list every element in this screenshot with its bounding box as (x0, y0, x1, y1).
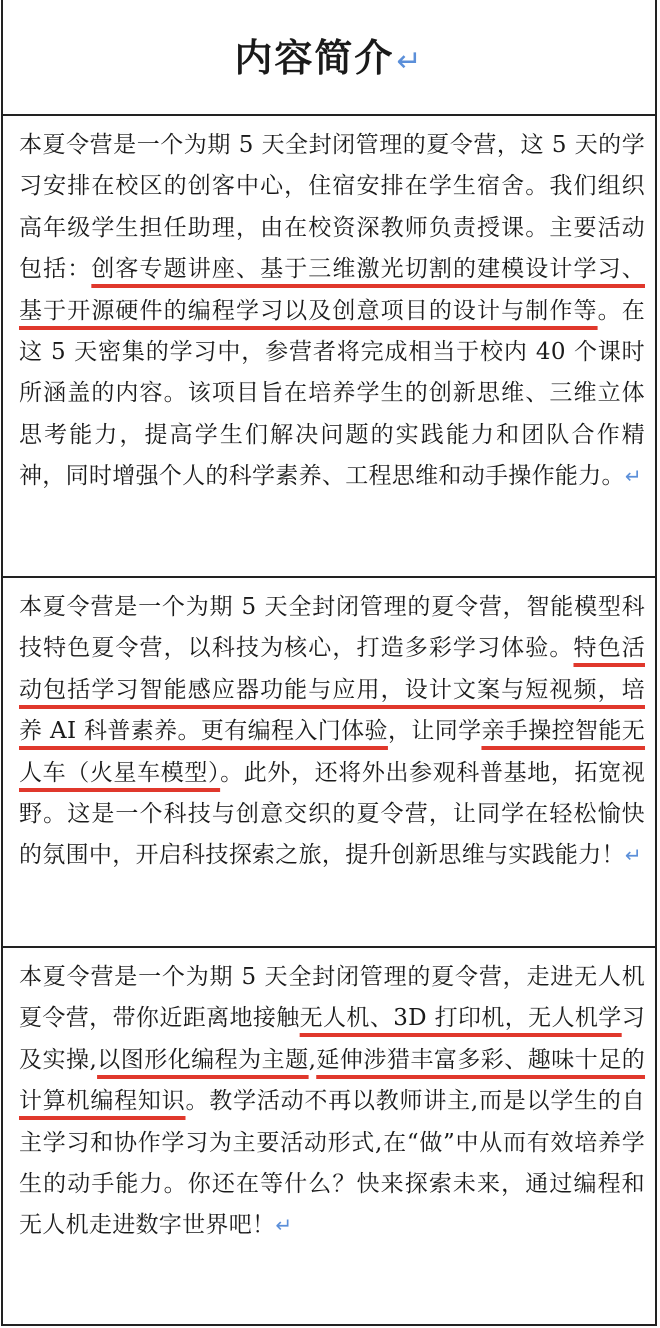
underlined-text-run: 创客专题讲座、基于三维激光切割的建模设计学习、基于开源硬件的编程学习以及创意项目的设计与制作等 (19, 256, 645, 324)
section-paragraph (19, 587, 645, 877)
text-run: 本夏令营是一个为期 5 天全封闭管理的夏令营，走进无人机夏令营，带你近距离地接触 (19, 964, 645, 1032)
section-paragraph (19, 125, 645, 498)
underlined-text-run: 特色活动包括学习智能感应器功能与应用，设计文案与短视频，培养 AI 科普素养。更有编程入门体验 (19, 635, 645, 745)
section-paragraph (19, 957, 645, 1247)
text-run: 。此外，还将外出参观科普基地，拓宽视野。这是一个科技与创意交织的夏令营，让同学在轻松愉快的氛围中，开启科技探索之旅，提升创新思维与实践能力！ (19, 759, 645, 869)
section-cell-2 (3, 576, 655, 946)
page-title (3, 27, 655, 82)
document-table (1, 0, 657, 1326)
title-cell (3, 0, 655, 114)
text-run: , (308, 1046, 317, 1073)
text-run: 习及实操, (19, 1005, 645, 1073)
paragraph-mark-icon: ↵ (275, 1213, 293, 1238)
underlined-text-run: 亲手操控智能无人车（火星车模型） (19, 718, 646, 786)
text-run: 本夏令营是一个为期 5 天全封闭管理的夏令营，智能模型科技特色夏令营，以科技为核心，打造多彩学习体验。 (19, 594, 645, 662)
underlined-text-run: 以图形化编程为主题 (97, 1046, 309, 1073)
paragraph-mark-icon: ↵ (396, 44, 424, 79)
underlined-text-run: 无人机、3D 打印机，无人机学 (299, 1005, 622, 1032)
text-run: ，让同学 (387, 718, 482, 745)
text-run: 。教学活动不再以教师讲主,而是以学生的自主学习和协作学习为主要活动形式,在“做”中从而有效培养学生的动手能力。你还在等什么？快来探索未来，通过编程和无人机走进数字世界吧！ (19, 1088, 646, 1239)
text-run: 本夏令营是一个为期 5 天全封闭管理的夏令营，这 5 天的学习安排在校区的创客中心，住宿安排在学生宿舍。我们组织高年级学生担任助理，由在校资深教师负责授课。主要活动包括： (19, 132, 645, 283)
section-cell-1 (3, 114, 655, 576)
paragraph-mark-icon: ↵ (624, 464, 642, 489)
title-text: 内容简介 (234, 36, 395, 80)
paragraph-mark-icon: ↵ (624, 843, 642, 868)
text-run: 。在这 5 天密集的学习中，参营者将完成相当于校内 40 个课时所涵盖的内容。该项目旨在培养学生的创新思维、三维立体思考能力，提高学生们解决问题的实践能力和团队合作精神，同时增强个人的科学素养、工程思维和动手操作能力。 (19, 297, 646, 490)
section-cell-3 (3, 946, 655, 1326)
underlined-text-run: 延伸涉猎丰富多彩、趣味十足的计算机编程知识 (19, 1046, 646, 1115)
